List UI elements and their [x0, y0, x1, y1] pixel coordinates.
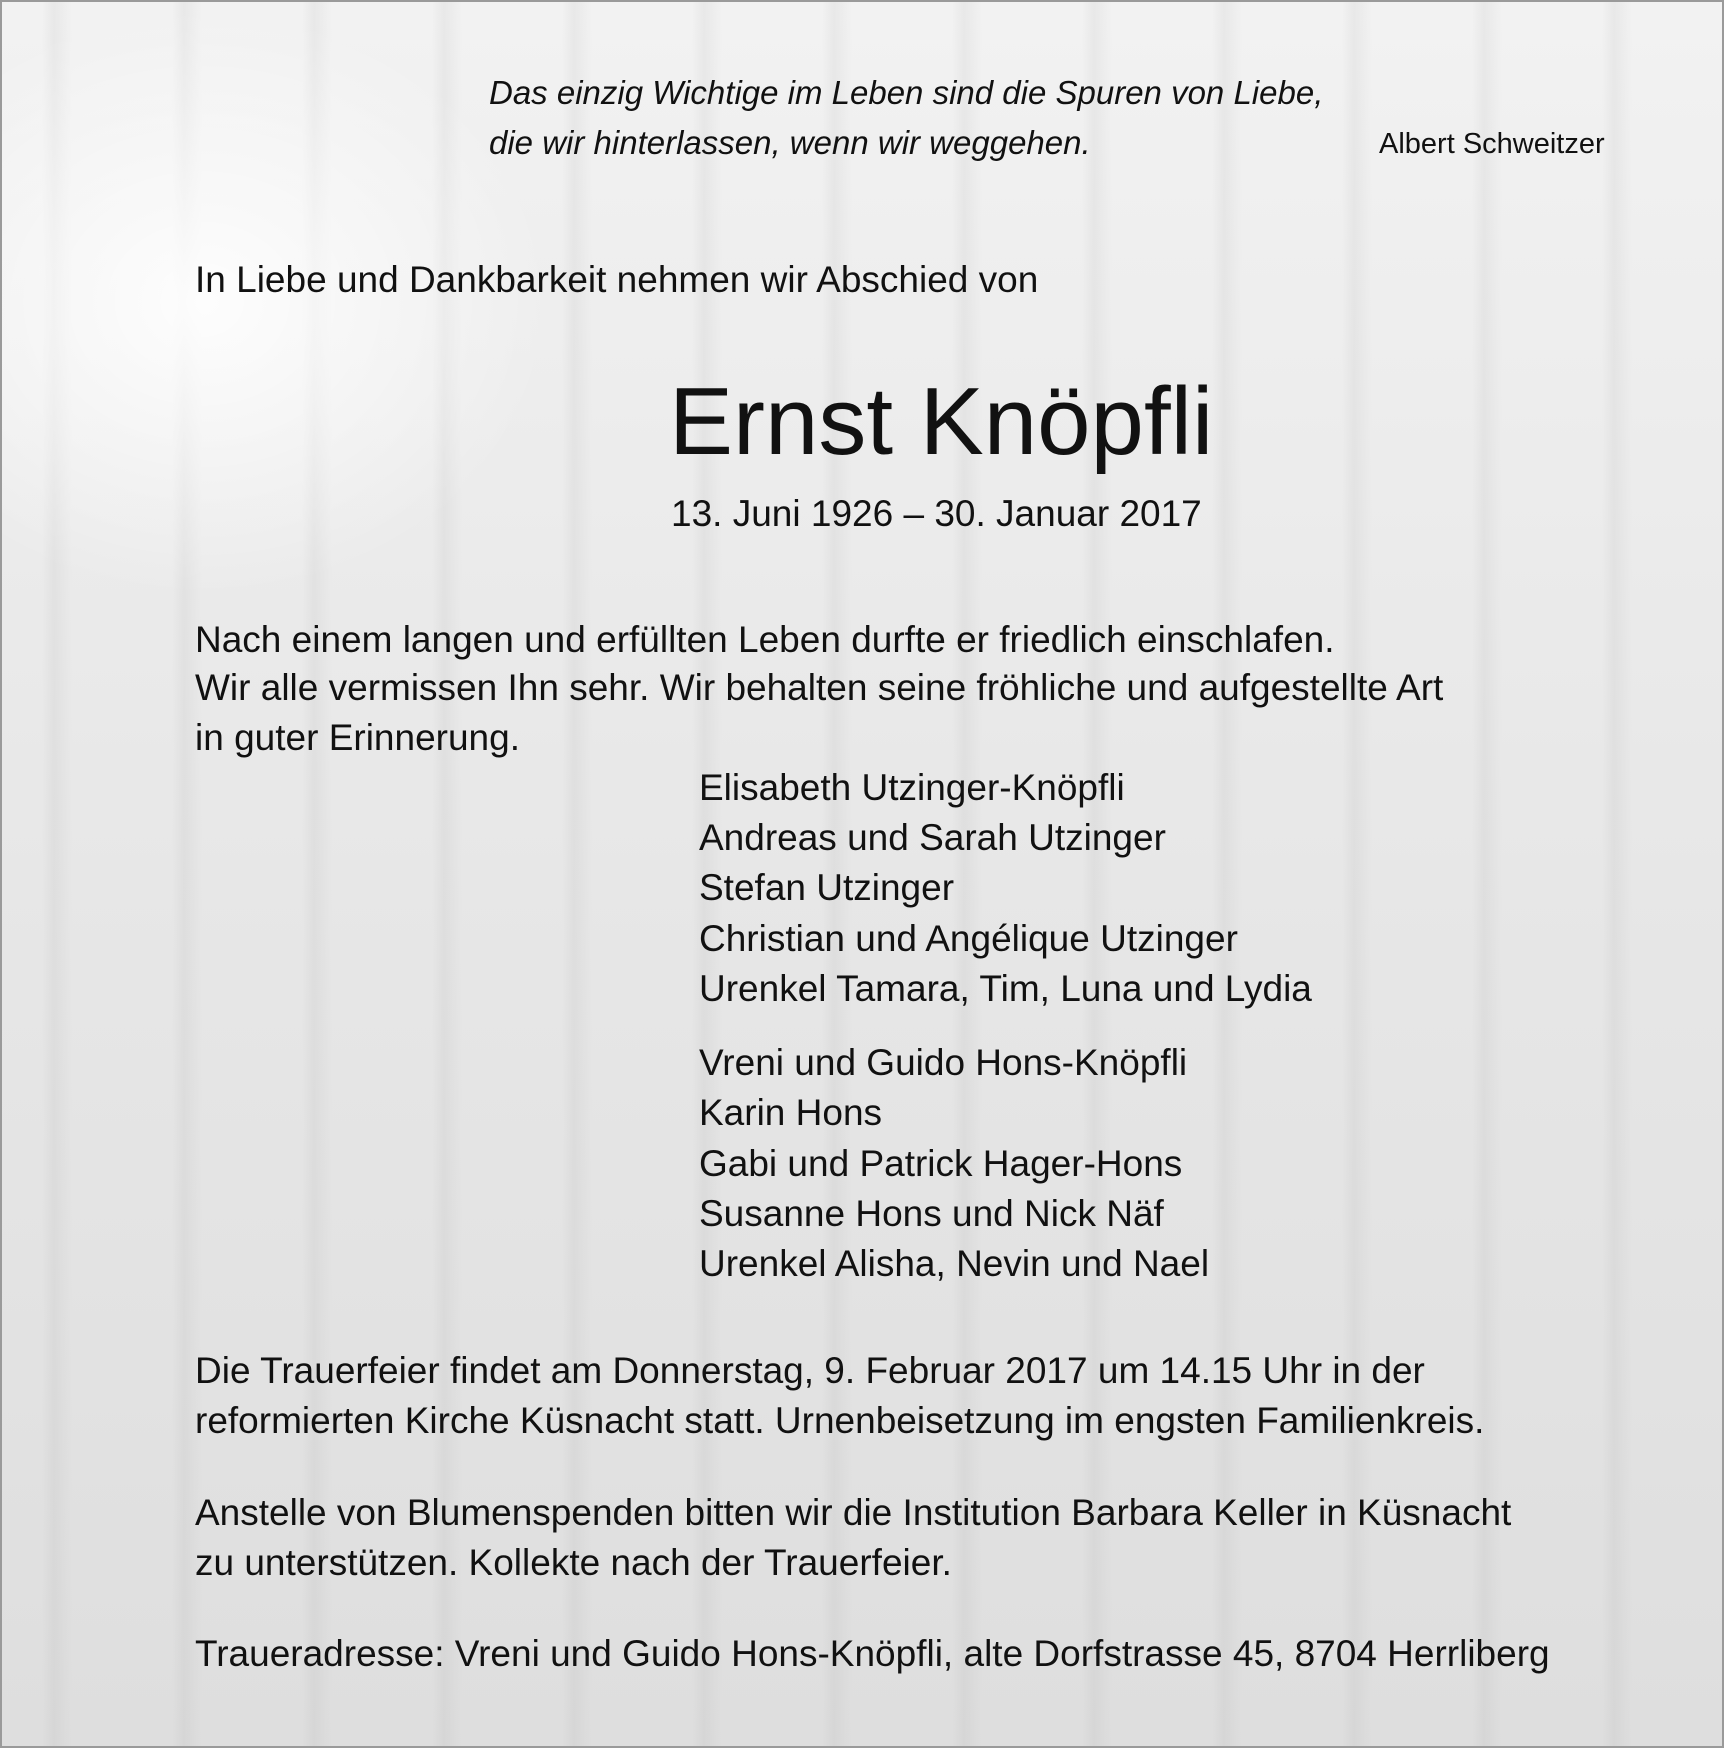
family-member: Karin Hons — [699, 1092, 883, 1133]
message-line-2: Wir alle vermissen Ihn sehr. Wir behalten seine fröhliche und aufgestellte Art — [195, 667, 1444, 708]
quote-author: Albert Schweitzer — [1379, 128, 1605, 160]
family-member: Urenkel Alisha, Nevin und Nael — [699, 1243, 1210, 1284]
life-dates: 13. Juni 1926 – 30. Januar 2017 — [671, 493, 1202, 534]
family-member: Elisabeth Utzinger-Knöpfli — [699, 767, 1125, 808]
family-member: Christian und Angélique Utzinger — [699, 918, 1238, 959]
family-member: Vreni und Guido Hons-Knöpfli — [699, 1042, 1188, 1083]
message-line-3: in guter Erinnerung. — [195, 717, 520, 758]
family-member: Andreas und Sarah Utzinger — [699, 817, 1166, 858]
donation-line-1: Anstelle von Blumenspenden bitten wir die Institution Barbara Keller in Küsnacht — [195, 1492, 1512, 1533]
quote-line-1: Das einzig Wichtige im Leben sind die Spuren von Liebe, — [489, 74, 1324, 111]
intro-text: In Liebe und Dankbarkeit nehmen wir Abschied von — [195, 259, 1039, 300]
quote-line-2: die wir hinterlassen, wenn wir weggehen. — [489, 124, 1091, 161]
ceremony-line-2: reformierten Kirche Küsnacht statt. Urnenbeisetzung im engsten Familienkreis. — [195, 1400, 1485, 1441]
ceremony-line-1: Die Trauerfeier findet am Donnerstag, 9. Februar 2017 um 14.15 Uhr in der — [195, 1350, 1425, 1391]
mourning-address: Traueradresse: Vreni und Guido Hons-Knöpfli, alte Dorfstrasse 45, 8704 Herrliberg — [195, 1633, 1550, 1674]
family-member: Urenkel Tamara, Tim, Luna und Lydia — [699, 968, 1312, 1009]
deceased-name: Ernst Knöpfli — [669, 368, 1214, 475]
donation-line-2: zu unterstützen. Kollekte nach der Trauerfeier. — [195, 1542, 952, 1583]
family-member: Stefan Utzinger — [699, 867, 955, 908]
family-member: Gabi und Patrick Hager-Hons — [699, 1143, 1183, 1184]
family-member: Susanne Hons und Nick Näf — [699, 1193, 1164, 1234]
message-line-1: Nach einem langen und erfüllten Leben durfte er friedlich einschlafen. — [195, 619, 1335, 660]
